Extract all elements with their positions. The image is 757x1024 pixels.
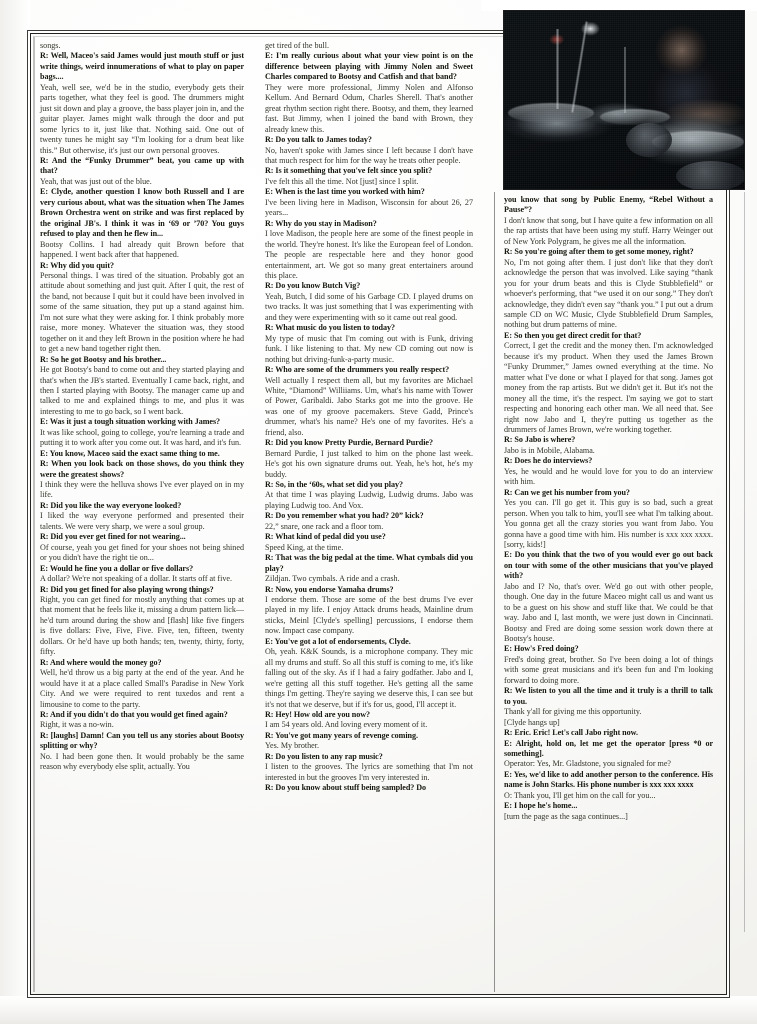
interview-question: R: So he got Bootsy and his brother...	[40, 354, 167, 364]
interview-question: R: Do you know Butch Vig?	[265, 281, 361, 291]
interview-answer: Yeah, that was just out of the blue.	[40, 176, 152, 186]
interview-answer: Bootsy Collins. I had already quit Brown before that happened. I went back after that happened.	[40, 239, 244, 260]
interview-question: E: You've got a lot of endorsements, Clyde.	[265, 636, 411, 646]
interview-question: R: And the “Funky Drummer” beat, you came up with that?	[40, 155, 244, 176]
interview-answer: 22,” snare, one rack and a floor tom.	[265, 521, 384, 531]
interview-question: E: Do you think that the two of you would ever go out back on tour with some of the other musicians that you've played with?	[504, 550, 713, 581]
photo-bleed-mask	[481, 0, 757, 11]
interview-question: R: Did you get fined for also playing wrong things?	[40, 584, 214, 594]
interview-answer: Personal things. I was tired of the situation. Probably got an attitude about something and just quit. After I quit, the rest of the band, not because I quit but it could have been involved in some of the same situation, they put up a stand against him. I'm not sure what they were asking for. I think probably more raise, more money. Whatever the situation was, they stood together on it and they left Brown in the position where he had to get a new band together right then.	[40, 270, 244, 354]
interview-question: you know that song by Public Enemy, “Rebel Without a Pause”?	[504, 195, 713, 215]
interview-answer: I've been living here in Madison, Wisconsin for about 26, 27 years...	[265, 197, 473, 218]
interview-question: R: You've got many years of revenge coming.	[265, 730, 418, 740]
interview-question: R: So Jabo is where?	[504, 435, 576, 445]
interview-question: R: Why did you quit?	[40, 260, 114, 270]
text-column-2	[265, 41, 473, 794]
text-column-3	[504, 195, 713, 822]
mic-stand-icon	[556, 29, 559, 109]
interview-question: E: So then you get direct credit for that?	[504, 330, 642, 340]
interview-question: R: Why do you stay in Madison?	[265, 218, 377, 228]
interview-answer: A dollar? We're not speaking of a dollar. It starts off at five.	[40, 574, 233, 584]
interview-answer: I love Madison, the people here are some of the finest people in the world. They're honest. It's like the European feel of London. The people are respectable here and they honor good entertainment, art. We got so many great entertainers around this place.	[265, 229, 473, 280]
interview-question: R: Well, Maceo's said James would just mouth stuff or just write things, weird innumerations of what to play on paper bags....	[40, 51, 244, 82]
interview-answer: It was like school, going to college, you're learning a trade and putting it to work after you come out. It was hard, and it's fun.	[40, 427, 244, 448]
interview-answer: Oh, yeah. K&K Sounds, is a microphone company. They mic all my drums and stuff. So all this stuff is coming to me, it's like falling out of the sky. As if I had a fairy godfather. Jabo and I, we're getting all this stuff together. He's getting all the same things I'm getting. They're saying we deserve this, I can see but it's not that we deserve, but if it's for us, good, I'll accept it.	[265, 647, 473, 709]
interview-answer: Yeah, Butch, I did some of his Garbage CD. I played drums on two tracks. It was just something that I was experimenting with and they were experimenting with so it came out real good.	[265, 291, 473, 322]
interview-answer: Fred's doing great, brother. So I've been doing a lot of things with some great musicians and it's been fun and I'm looking forward to doing more.	[504, 654, 713, 685]
interview-answer: Well, he'd throw us a big party at the end of the year. And he would have it at a place called Small's Paradise in New York City. And we were required to rent tuxedos and rent a limousine to come to the party.	[40, 668, 244, 709]
interview-answer: [Clyde hangs up]	[504, 717, 560, 727]
interview-answer: Speed King, at the time.	[265, 542, 344, 552]
interview-answer: I don't know that song, but I have quite a few information on all the rap artists that have been using my stuff. Harry Weinger out of New York Polygram, he gives me all the information.	[504, 215, 713, 246]
interview-answer: Jabo is in Mobile, Alabama.	[504, 445, 595, 455]
interview-answer: No, haven't spoke with James since I left because I don't have that much respect for him for the way he treats other people.	[265, 145, 473, 165]
interview-answer: Yeah, well see, we'd be in the studio, everybody gets their parts together, what they feel is good. The drummers might just sit down and play a groove, the bass player join in, and the guitar player. James might walk through the door and put some lyrics to it, just like that. Nothing said. One out of twenty tunes he might say “I'm looking for a drum beat like this.” But otherwise, it's just our own personal grooves.	[40, 82, 244, 155]
interview-answer: Correct, I get the credit and the money then. I'm acknowledged because it's my product. When they used the James Brown “Funky Drummer,” James owned everything at the time. No matter what I've done or what I played for that song. James got money from the rap artists. But we didn't get it. But it's not the money all the time, it's the respect. I'm saying we got to start respecting and honoring each other man. We all need that. See right now Jabo and I, they're putting us together as the drummers of James Brown, we're working together.	[504, 341, 713, 434]
interview-answer: Yes you can. I'll go get it. This guy is so bad, such a great person. When you talk to him, you'll see what I'm talking about. You gonna get all the crazy stories you want from Jabo. You gonna have a good time with him. His number is xxx xxx xxxx. [sorry, kids!]	[504, 498, 713, 549]
interview-question: R: Did you like the way everyone looked?	[40, 500, 182, 510]
interview-answer: No, I'm not going after them. I just don't like that they don't acknowledge the person that was involved. Like saying “thank you for your drum beats and this is Clyde Stubblefield” or whoever's performing, that “we used it on our song.” They don't acknowledge, they didn't even say “thank you.” I put out a drum sample CD on WC Music, Clyde Stubblefield Drum Samples, nothing but drum patterns of mine.	[504, 257, 713, 330]
drummer-photo	[504, 11, 744, 189]
interview-question: R: [laughs] Damn! Can you tell us any stories about Bootsy splitting or why?	[40, 730, 244, 751]
interview-answer: Jabo and I? No, that's over. We'd go out with other people, though. One day in the future Maceo might call us and want us to be a guest on his show and stuff like that. We could be that way. Jabo and I, last month, we were just down in Cincinnati. Bootsy and Fred are doing some session work down there at Bootsy's house.	[504, 581, 713, 644]
interview-question: R: So you're going after them to get some money, right?	[504, 247, 694, 257]
interview-answer: I liked the way everyone performed and presented their talents. We were very sharp, we were a soul group.	[40, 511, 244, 531]
column-rule-left	[494, 192, 495, 992]
interview-question: R: Do you listen to any rap music?	[265, 751, 383, 761]
cymbal-mid-icon	[600, 109, 670, 125]
interview-question: R: And if you didn't do that you would get fined again?	[40, 710, 228, 719]
page-bottom-edge-shading	[0, 996, 757, 1024]
snare-drumhead	[676, 161, 744, 189]
interview-answer: [turn the page as the saga continues...]	[504, 811, 628, 821]
interview-answer: I think they were the helluva shows I've ever played on in my life.	[40, 480, 244, 500]
interview-question: R: Did you ever get fined for not wearing...	[40, 532, 186, 542]
interview-question: R: Did you know Pretty Purdie, Bernard Purdie?	[265, 438, 433, 448]
interview-answer: Right, it was a no-win.	[40, 720, 114, 730]
interview-answer: Zildjan. Two cymbals. A ride and a crash.	[265, 574, 400, 584]
interview-question: R: Who are some of the drummers you really respect?	[265, 365, 450, 375]
interview-answer: No. I had been gone then. It would probably be the same reason why everybody else split, actually. You	[40, 751, 244, 772]
interview-question: R: Now, you endorse Yamaha drums?	[265, 584, 394, 594]
interview-question: E: Alright, hold on, let me get the operator [press *0 or something].	[504, 738, 713, 759]
interview-question: R: Can we get his number from you?	[504, 487, 630, 497]
text-column-1	[40, 41, 244, 773]
interview-question: R: Do you remember what you had? 20” kick?	[265, 511, 424, 521]
interview-answer: Yes, he would and he would love for you to do an interview with him.	[504, 466, 713, 487]
interview-question: R: So, in the ‘60s, what set did you play?	[265, 480, 403, 490]
interview-question: R: We listen to you all the time and it truly is a thrill to talk to you.	[504, 686, 713, 706]
page-left-edge-shading	[0, 0, 30, 1024]
interview-question: R: When you look back on those shows, do you think they were the greatest shows?	[40, 459, 244, 479]
interview-question: R: That was the big pedal at the time. What cymbals did you play?	[265, 553, 473, 573]
interview-question: R: What kind of pedal did you use?	[265, 532, 386, 542]
interview-answer: Well actually I respect them all, but my favorites are Michael White, “Diamond” Williiams. Um, what's his name with Tower of Power, Garibaldi. Jabo Starks got me into the groove. He was one of my groove pacemakers. Steve Gadd, Prince's drummer, what's his name? He's one of my favorites. He's a friend, also.	[265, 375, 473, 437]
interview-question: R: Hey! How old are you now?	[265, 710, 371, 719]
interview-question: E: Clyde, another question I know both Russell and I are very curious about, what was the situation when The James Brown Orchestra went on strike and was first replaced by the original JB's. I think it was in ‘69 or ’70? You guys refused to play and then he flew in...	[40, 187, 244, 239]
interview-answer: At that time I was playing Ludwig, Ludwig drums. Jabo was playing Ludwig too. And Vox.	[265, 490, 473, 510]
cymbal-stand-icon	[624, 47, 626, 113]
interview-question: E: Yes, we'd like to add another person to the conference. His name is John Starks. His phone number is xxx xxx xxxx	[504, 769, 713, 790]
interview-answer: Operator: Yes, Mr. Gladstone, you signaled for me?	[504, 759, 672, 769]
interview-answer: Bernard Purdie, I just talked to him on the phone last week. He's got his own signature drums out. Yeah, he's hot, he's my buddy.	[265, 448, 473, 479]
interview-question: R: Is it something that you've felt since you split?	[265, 166, 433, 176]
mic-boom-icon	[571, 21, 588, 112]
interview-answer: I endorse them. Those are some of the best drums I've ever played in my life. I enjoy Attack drums heads, Mainline drum sticks, Meinl [Clyde's spelling] percussions, I endorse them now. Impact case company.	[265, 595, 473, 636]
interview-question: R: Do you know about stuff being sampled? Do	[265, 783, 427, 793]
interview-answer: I listen to the grooves. The lyrics are something that I'm not interested in but the grooves I'm very interested in.	[265, 762, 473, 782]
interview-answer: My type of music that I'm coming out with is Funk, driving funk. I like listening to that. My new CD coming out now is nothing but driving-funk-a-party music.	[265, 333, 473, 364]
interview-answer: I am 54 years old. And loving every moment of it.	[265, 720, 428, 730]
interview-question: E: You know, Maceo said the exact same thing to me.	[40, 448, 220, 458]
interview-question: R: What music do you listen to today?	[265, 323, 395, 333]
interview-answer: Of course, yeah you get fined for your shoes not being shined or you didn't have the right tie on...	[40, 542, 244, 563]
interview-answer: Right, you can get fined for mostly anything that comes up at that moment that he feels like it, missing a drum pattern lick—he'd turn around during the show and [flash] like five fingers is five dollars: Five, Five, Five. Five, ten, fifteen, twenty dollars. Or he'd have up both hands; ten, twenty, thirty, forty, fifty.	[40, 595, 244, 657]
interview-answer: songs.	[40, 41, 61, 50]
interview-answer: Thank y'all for giving me this opportunity.	[504, 707, 642, 717]
tom-drumhead	[626, 123, 672, 157]
interview-question: R: And where would the money go?	[40, 657, 162, 667]
interview-question: E: Was it just a tough situation working with James?	[40, 417, 221, 427]
interview-answer: He got Bootsy's band to come out and they started playing and that's when the JB's started. Eventually I came back, right, and then I started playing with Bootsy. The manager came up and talked to me and explained things to me, and plus it was interesting to me to go back, so I went back.	[40, 365, 244, 416]
interview-answer: Yes. My brother.	[265, 741, 320, 751]
interview-answer: I've felt this all the time. Not [just] since I split.	[265, 176, 419, 186]
interview-question: E: I'm really curious about what your view point is on the difference between playing with Jimmy Nolen and Sweet Charles compared to Bootsy and Catfish and that band?	[265, 51, 473, 82]
interview-question: R: Do you talk to James today?	[265, 135, 372, 145]
column-rule-right	[744, 192, 745, 932]
interview-question: R: Does he do interviews?	[504, 456, 593, 466]
interview-answer: They were more professional, Jimmy Nolen and Alfonso Kellum. And Bernard Odum, Charles Sherell. That's another great rhythm section right there. Bootsy, and them, they learned fast. But Jimmy, when I joined the band with Brown, they already knew this.	[265, 82, 473, 134]
interview-answer: O: Thank you, I'll get him on the call for you...	[504, 790, 656, 800]
interview-answer: get tired of the bull.	[265, 41, 330, 50]
interview-question: E: I hope he's home...	[504, 801, 578, 811]
interview-question: E: When is the last time you worked with him?	[265, 187, 425, 197]
interview-question: E: Would he fine you a dollar or five dollars?	[40, 563, 194, 573]
interview-question: R: Eric. Eric! Let's call Jabo right now.	[504, 728, 638, 738]
interview-question: E: How's Fred doing?	[504, 644, 579, 654]
drummer-photo-image	[504, 11, 744, 189]
cymbal-left-icon	[508, 103, 594, 123]
